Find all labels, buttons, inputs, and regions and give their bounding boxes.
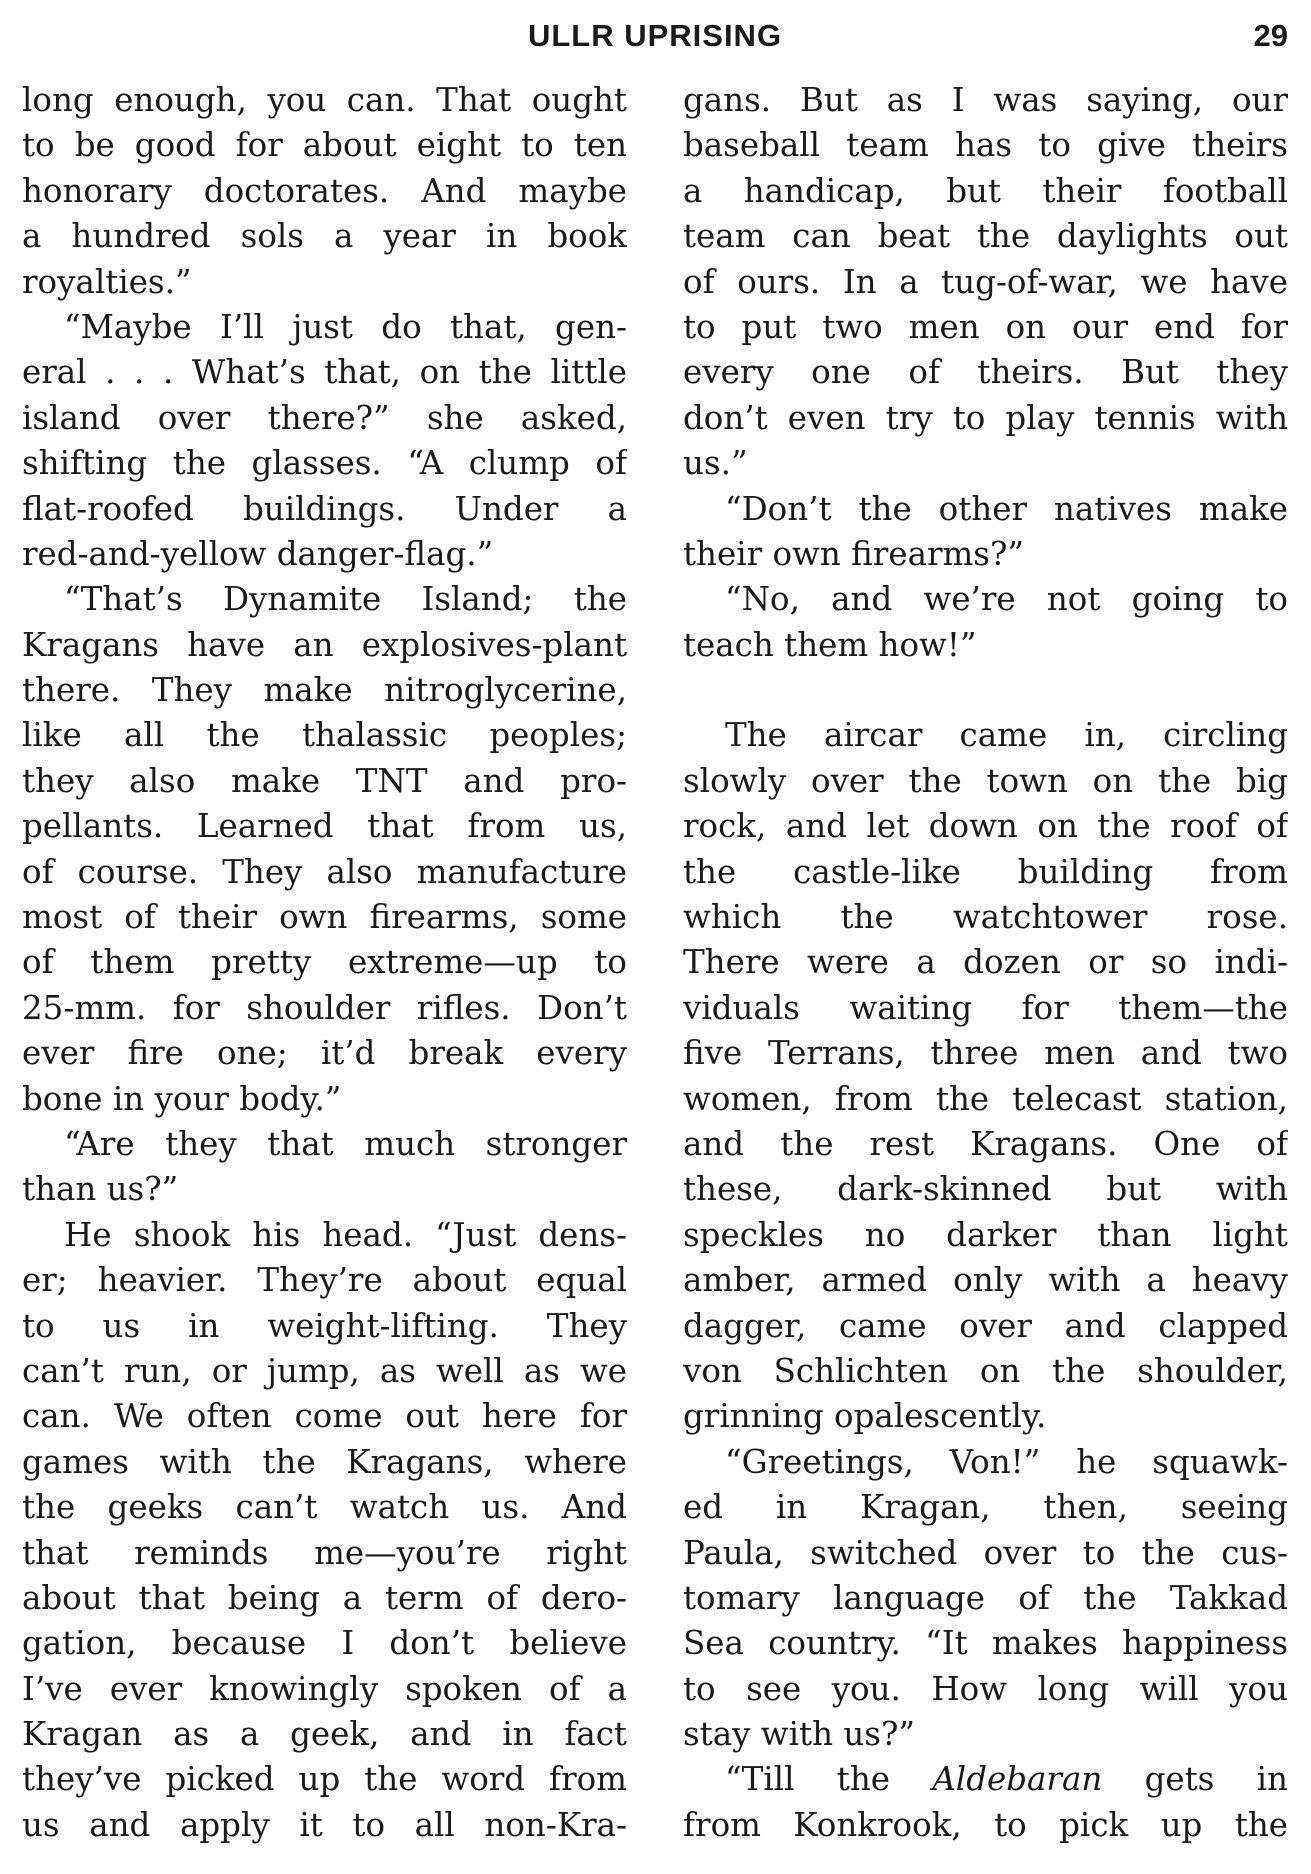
text-line: and the rest Kragans. One of [683, 1124, 1288, 1163]
text-line [683, 1757, 1288, 1802]
text-line: shifting the glasses. “A clump of [22, 444, 627, 483]
right-column [683, 78, 1288, 1848]
text-line: 25-mm. for shoulder rifles. Don’t [22, 988, 627, 1027]
text-line: gation, because I don’t believe [22, 1624, 627, 1663]
text-line: us.” [683, 444, 748, 483]
text-fragment: gets in [1102, 1760, 1288, 1799]
text-line: er; heavier. They’re about equal [22, 1261, 627, 1300]
text-line: “Don’t the other natives make [725, 489, 1288, 528]
text-line: to put two men on our end for [683, 307, 1288, 346]
text-fragment: “Till the [725, 1760, 933, 1799]
text-line: tomary language of the Takkad [683, 1578, 1288, 1617]
text-line: He shook his head. “Just dens- [64, 1215, 627, 1254]
text-line: a handicap, but their football [683, 171, 1288, 210]
text-line: women, from the telecast station, [683, 1079, 1288, 1118]
text-line: rock, and let down on the roof of [683, 807, 1288, 846]
section-break [683, 668, 1288, 713]
text-line: about that being a term of dero- [22, 1578, 627, 1617]
text-line: long enough, you can. That ought [22, 81, 627, 119]
text-line: von Schlichten on the shoulder, [683, 1351, 1288, 1390]
text-line: can’t run, or jump, as well as we [22, 1351, 627, 1390]
text-line: there. They make nitroglycerine, [22, 671, 627, 710]
ship-name: Aldebaran [932, 1760, 1103, 1799]
text-line: of ours. In a tug-of-war, we have [683, 262, 1288, 301]
text-line: eral . . . What’s that, on the little [22, 353, 627, 392]
text-line: to us in weight-lifting. They [22, 1306, 627, 1345]
text-line: “No, and we’re not going to [725, 580, 1288, 619]
text-line: baseball team has to give theirs [683, 126, 1288, 165]
page-header [22, 14, 1288, 58]
text-line: teach them how!” [683, 625, 977, 664]
text-line: Paula, switched over to the cus- [683, 1533, 1288, 1572]
text-line: ed in Kragan, then, seeing [683, 1488, 1288, 1527]
text-line: team can beat the daylights out [683, 217, 1288, 256]
text-line: amber, armed only with a heavy [683, 1261, 1288, 1300]
text-line: flat-roofed buildings. Under a [22, 489, 627, 528]
text-line: they’ve picked up the word from [22, 1760, 627, 1799]
text-line: can. We often come out here for [22, 1397, 627, 1436]
text-line: that reminds me—you’re right [22, 1533, 627, 1572]
text-line: Sea country. “It makes happiness [683, 1624, 1288, 1663]
text-line: red-and-yellow danger-flag.” [22, 534, 494, 573]
text-line: of them pretty extreme—up to [22, 943, 627, 982]
text-line: slowly over the town on the big [683, 761, 1288, 800]
text-line: which the watchtower rose. [683, 898, 1288, 937]
text-line: than us?” [22, 1170, 179, 1209]
text-line: these, dark-skinned but with [683, 1170, 1288, 1209]
text-line: I’ve ever knowingly spoken of a [22, 1669, 627, 1708]
text-line: like all the thalassic peoples; [22, 716, 627, 755]
text-line: Kragan as a geek, and in fact [22, 1715, 627, 1754]
text-line: the geeks can’t watch us. And [22, 1488, 627, 1527]
text-line: stay with us?” [683, 1715, 915, 1754]
text-line: “That’s Dynamite Island; the [64, 580, 627, 619]
text-line: royalties.” [22, 262, 192, 301]
text-line: “Maybe I’ll just do that, gen- [64, 307, 627, 346]
text-line: The aircar came in, circling [725, 716, 1288, 755]
text-line: most of their own firearms, some [22, 898, 627, 937]
text-line: Kragans have an explosives-plant [22, 625, 627, 664]
text-line: island over there?” she asked, [22, 398, 627, 437]
text-line: to be good for about eight to ten [22, 126, 627, 165]
text-line: speckles no darker than light [683, 1215, 1288, 1254]
text-line: “Are they that much stronger [64, 1124, 627, 1163]
text-line: bone in your body.” [22, 1079, 342, 1118]
text-line: every one of theirs. But they [683, 353, 1288, 392]
text-line: dagger, came over and clapped [683, 1306, 1288, 1345]
text-line: their own firearms?” [683, 534, 1025, 573]
text-line: us and apply it to all non-Kra- [22, 1805, 627, 1844]
text-line: to see you. How long will you [683, 1669, 1288, 1708]
text-line: gans. But as I was saying, our [683, 81, 1288, 119]
text-line: from Konkrook, to pick up the [683, 1805, 1288, 1844]
text-line: five Terrans, three men and two [683, 1034, 1288, 1073]
left-column [22, 78, 627, 1848]
text-line: of course. They also manufacture [22, 852, 627, 891]
text-line: the castle-like building from [683, 852, 1288, 891]
running-title: ULLR UPRISING [527, 18, 783, 53]
text-line: honorary doctorates. And maybe [22, 171, 627, 210]
text-line: they also make TNT and pro- [22, 761, 627, 800]
text-line: games with the Kragans, where [22, 1442, 627, 1481]
text-line: pellants. Learned that from us, [22, 807, 627, 846]
text-line: There were a dozen or so indi- [683, 943, 1288, 982]
text-line: grinning opalescently. [683, 1397, 1047, 1436]
text-line: viduals waiting for them—the [683, 988, 1288, 1027]
text-line: don’t even try to play tennis with [683, 398, 1288, 437]
text-line: “Greetings, Von!” he squawk- [725, 1442, 1288, 1481]
text-line: ever fire one; it’d break every [22, 1034, 627, 1073]
text-line: a hundred sols a year in book [22, 217, 627, 256]
page-number: 29 [1253, 18, 1288, 53]
